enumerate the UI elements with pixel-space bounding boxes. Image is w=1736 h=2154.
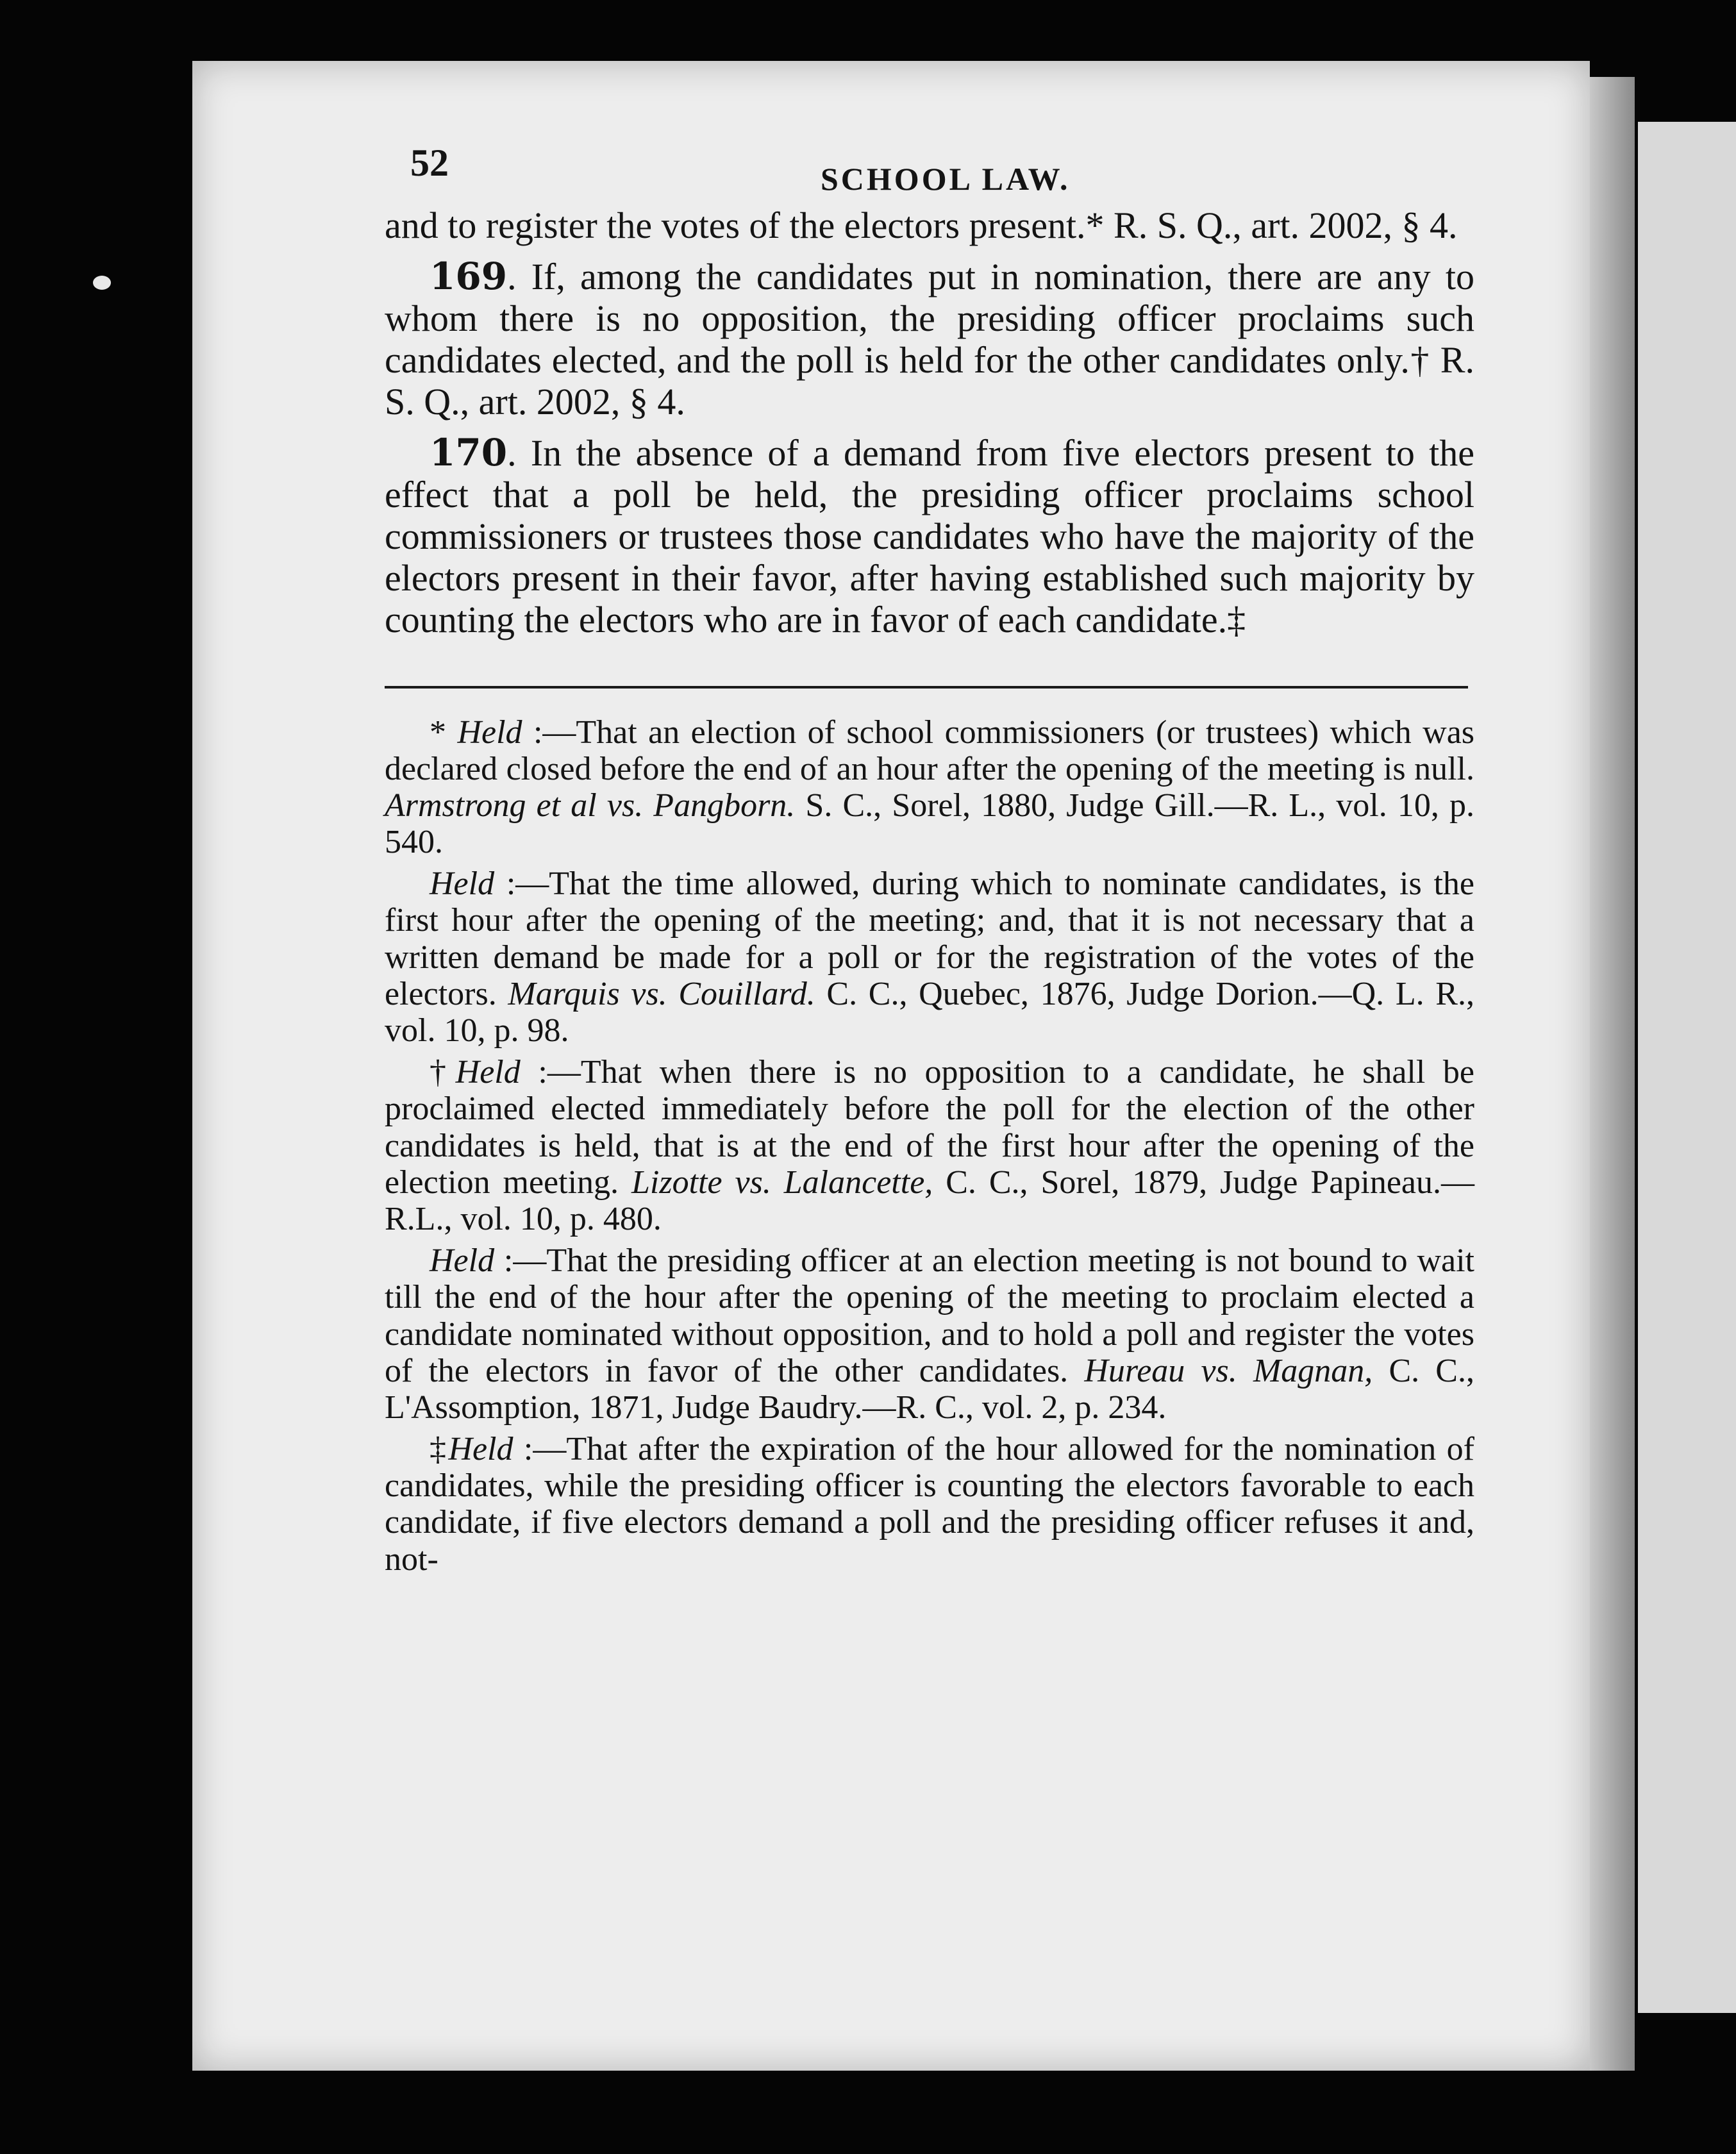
case-citation: C. C., Sorel, 1879, Judge Papineau.—R.L., vol. 10, p. 480. <box>385 1164 1474 1237</box>
held-label: Held <box>455 1054 521 1091</box>
footnote-text: :—That the time allowed, during which to nominate candidates, is the first hour after the opening of the meeting; and, that it is not necessary that a written demand be made for a poll or for the registration of the votes of the electors. <box>385 865 1474 1012</box>
footnote-mark: † <box>430 1054 456 1091</box>
footnote-text: :—That when there is no opposition to a candidate, he shall be proclaimed elected immediately before the poll for the election of the other candidates is held, that is at the end of the first hour after the opening of the election meeting. <box>385 1054 1475 1201</box>
footnote <box>385 865 1474 1049</box>
footnote-mark: * <box>430 714 458 751</box>
section-text: . In the absence of a demand from five electors present to the effect that a poll be held, the presiding officer proclaims school commissioners or trustees those candidates who have the majority of the electors present in their favor, after having established such majority by counting the electors who are in favor of each candidate.‡ <box>385 431 1474 640</box>
case-name: Marquis vs. Couillard. <box>508 975 815 1012</box>
held-label: Held <box>430 865 495 903</box>
case-citation: C. C., L'Assomption, 1871, Judge Baudry.—R. C., vol. 2, p. 234. <box>385 1352 1474 1426</box>
book-gutter <box>1590 77 1635 2071</box>
case-name: Lizotte vs. Lalancette, <box>631 1164 933 1201</box>
footnote-text: :—That an election of school commissioners (or trustees) which was declared closed before the end of an hour after the opening of the meeting is null. <box>385 714 1475 787</box>
footnote-rule <box>385 686 1468 689</box>
case-citation: S. C., Sorel, 1880, Judge Gill.—R. L., vol. 10, p. 540. <box>385 787 1474 861</box>
footnote <box>385 1054 1474 1237</box>
held-label: Held <box>430 1242 495 1280</box>
page-content <box>385 135 1474 1578</box>
footnote <box>385 1431 1474 1578</box>
section-number: 169 <box>430 254 508 298</box>
running-head <box>385 135 1474 205</box>
footnote-text: :—That after the expiration of the hour allowed for the nomination of candidates, while the presiding officer is counting the electors favorable to each candidate, if five electors demand a poll and the presiding officer refuses it and, not- <box>385 1431 1475 1578</box>
running-title: SCHOOL LAW. <box>821 161 1071 197</box>
case-name: Hureau vs. Magnan, <box>1084 1352 1373 1389</box>
held-label: Held <box>448 1431 513 1468</box>
section-text: . If, among the candidates put in nomination, there are any to whom there is no opposition, the presiding officer proclaims such candidates elected, and the poll is held for the other candidates only.† R. S. Q., art. 2002, § 4. <box>385 255 1474 422</box>
footnote-text: :—That the presiding officer at an election meeting is not bound to wait till the end of the hour after the opening of the meeting to proclaim elected a candidate nominated without opposition, and to hold a poll and register the votes of the electors in favor of the other candidates. <box>385 1242 1474 1389</box>
footnotes <box>385 714 1474 1578</box>
held-label: Held <box>457 714 522 751</box>
page-number: 52 <box>410 142 449 184</box>
section-number: 170 <box>430 430 508 474</box>
footnote-mark: ‡ <box>430 1431 449 1468</box>
paragraph-continued: and to register the votes of the electors present.* R. S. Q., art. 2002, § 4. <box>385 205 1458 246</box>
section-169 <box>385 256 1474 423</box>
case-name: Armstrong et al vs. Pangborn. <box>385 787 796 824</box>
body-text <box>385 205 1474 641</box>
case-citation: C. C., Quebec, 1876, Judge Dorion.—Q. L. R., vol. 10, p. 98. <box>385 975 1474 1049</box>
scan-speck <box>93 276 111 290</box>
footnote <box>385 714 1474 861</box>
footnote <box>385 1242 1474 1426</box>
facing-page-edge <box>1638 122 1736 2013</box>
section-170 <box>385 432 1474 641</box>
